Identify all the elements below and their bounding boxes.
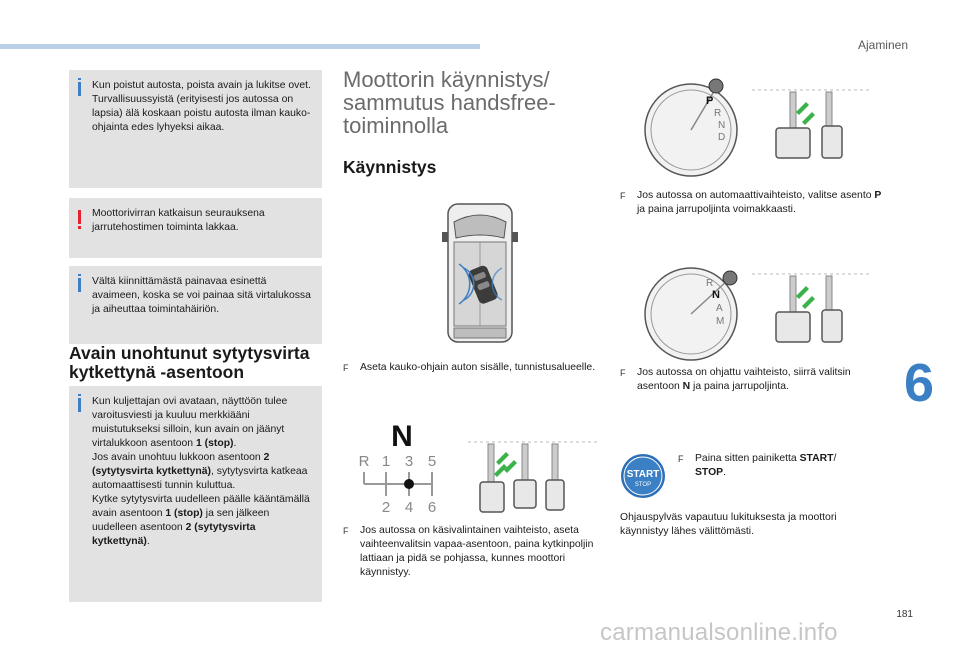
chapter-number: 6 (904, 353, 935, 413)
warning-note-brake (69, 198, 322, 258)
gear-label: R (358, 453, 370, 470)
gear-label: 2 (381, 499, 391, 516)
step-text: Jos autossa on automaattivaihteisto, valitse asento (637, 190, 875, 201)
button-name: START (799, 453, 834, 464)
start-label: START (626, 469, 660, 480)
step-text: Paina sitten painiketta (695, 453, 800, 464)
step-text: ja paina jarrupoljinta voimakkaasti. (637, 204, 796, 215)
bullet-icon: F (678, 454, 684, 464)
bullet-icon: F (620, 368, 626, 378)
info-note-heavy-object (69, 266, 322, 344)
gear-letter: N (391, 420, 413, 453)
step-manual-gearbox (343, 524, 605, 580)
start-stop-button-icon (620, 453, 666, 499)
header-accent-bar (0, 44, 480, 49)
gear-label: 1 (381, 453, 391, 470)
step-text: Aseta kauko-ohjain auton sisälle, tunnistusalueelle. (360, 362, 596, 373)
pedals-illustration-manual (468, 440, 600, 520)
bullet-icon: F (343, 363, 349, 373)
gear-letter: P (706, 95, 714, 107)
bullet-icon: F (343, 526, 349, 536)
gear-label: 3 (404, 453, 414, 470)
note-text: Turvallisuussyistä (erityisesti jos autossa on lapsia) älä koskaan poistu autosta ilman kauko-ohjainta edes lyhyeksi aikaa. (92, 94, 311, 133)
page-number: 181 (896, 609, 913, 620)
pedals-illustration-robotised (752, 270, 872, 350)
automatic-gearbox-illustration (636, 72, 746, 182)
step-text: . (723, 467, 726, 478)
gear-position: N (682, 381, 691, 392)
note-text: Vältä kiinnittämästä painavaa esinettä avaimeen, koska se voi painaa sitä virtalukossa ja aiheuttaa toimintahäiriön. (92, 276, 311, 315)
gear-letter: M (716, 316, 725, 327)
info-note-leave-car (69, 70, 322, 188)
gear-letter: R (706, 278, 714, 289)
step-text: Jos autossa on ohjattu vaihteisto, siirrä valitsin asentoon (637, 367, 851, 392)
stop-label: STOP (634, 482, 652, 488)
info-icon (78, 82, 81, 96)
step-text: / (833, 453, 837, 464)
car-top-view-illustration (440, 198, 520, 348)
gear-position: P (874, 190, 882, 201)
gear-letter: N (718, 120, 726, 131)
button-name: STOP (695, 467, 724, 478)
subsection-title: Käynnistys (343, 157, 437, 177)
key-section-heading: Avain unohtunut sytytysvirta kytkettynä -asentoon (69, 343, 310, 382)
gear-lever-knob (404, 479, 414, 489)
robotised-gearbox-illustration (636, 256, 746, 366)
info-icon (78, 398, 81, 412)
note-text: Jos avain unohtuu lukkoon asentoon 2 (sytytysvirta kytkettynä), sytytysvirta katkeaa automaattisesti tunnin kuluttua. (92, 452, 308, 491)
step-text: Jos autossa on käsivalintainen vaihteisto, aseta vaihteenvalitsin vapaa-asentoon, paina kytkinpoljin lattiaan ja pidä se pohjassa, kunnes moottori käynnistyy. (360, 525, 594, 578)
watermark: carmanualsonline.info (600, 619, 838, 646)
gear-letter: R (714, 108, 722, 119)
gear-letter: N (712, 289, 720, 301)
note-text: Kytke sytytysvirta uudelleen päälle kääntämällä avain asentoon 1 (stop) ja sen jälkeen uudelleen asentoon 2 (sytytysvirta kytkettynä). (92, 494, 310, 547)
page-title: Moottorin käynnistys/ sammutus handsfree-toiminnolla (343, 67, 556, 138)
info-icon (78, 278, 81, 292)
final-paragraph: Ohjauspylväs vapautuu lukituksesta ja moottori käynnistyy lähes välittömästi. (620, 512, 837, 537)
gear-label: 6 (427, 499, 437, 516)
gear-letter: A (716, 303, 723, 314)
gear-label: 4 (404, 499, 414, 516)
step-place-remote (343, 361, 613, 375)
section-title: Ajaminen (857, 38, 908, 52)
warning-icon (78, 210, 81, 224)
manual-gearbox-illustration (352, 416, 452, 516)
note-text: Kun kuljettajan ovi avataan, näyttöön tulee varoitusviesti ja kuuluu merkkiääni muistutukseksi silloin, kun avain on jäänyt virtalukkoon asentoon 1 (stop). (92, 396, 288, 449)
note-text: Moottorivirran katkaisun seurauksena jarrutehostimen toiminta lakkaa. (92, 208, 265, 233)
step-text: ja paina jarrupoljinta. (690, 381, 789, 392)
step-automatic-gearbox (620, 189, 888, 217)
note-text: Kun poistut autosta, poista avain ja lukitse ovet. (92, 80, 311, 91)
bullet-icon: F (620, 191, 626, 201)
gear-label: 5 (427, 453, 437, 470)
step-robotised-gearbox (620, 366, 888, 394)
gear-letter: D (718, 132, 726, 143)
step-press-start (678, 452, 868, 480)
pedals-illustration-automatic (752, 86, 872, 166)
info-note-key-forgotten (69, 386, 322, 602)
